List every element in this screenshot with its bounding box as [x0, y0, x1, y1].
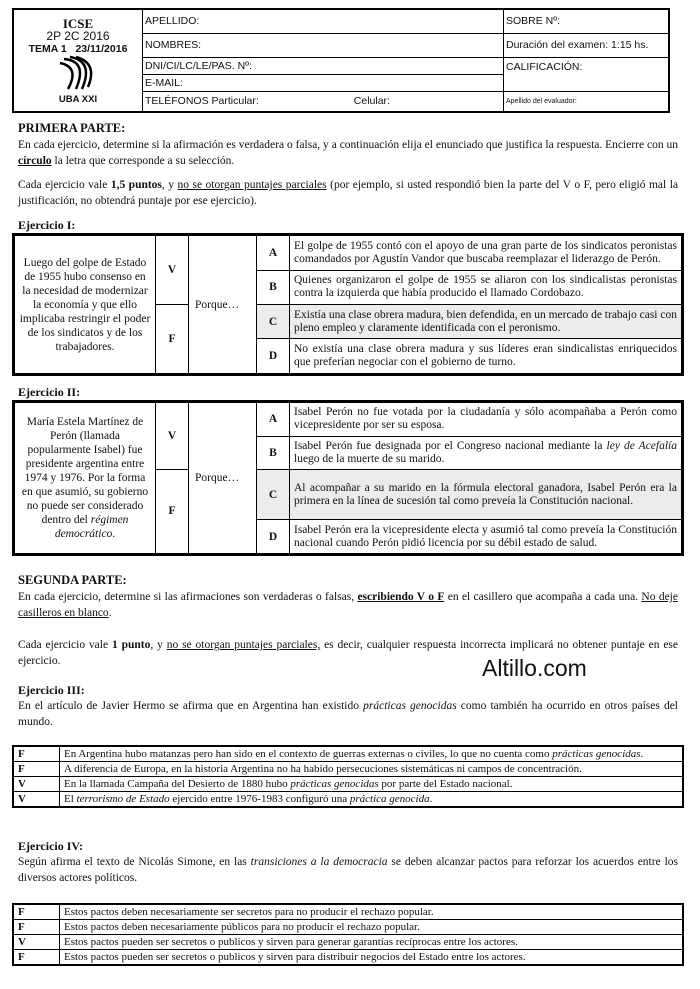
ej2-false-option[interactable]: F: [156, 469, 189, 554]
ej2-option-a: Isabel Perón no fue votada por la ciudadanía y sólo acompañaba a Perón como vicepresidente por ser su esposa.: [290, 402, 683, 437]
ej2-option-c: Al acompañar a su marido en la fórmula electoral ganadora, Isabel Perón era la primera en la línea de sucesión tal como preveía la Constitución nacional.: [290, 469, 683, 520]
email-field[interactable]: E-MAIL:: [143, 74, 504, 91]
answer-cell[interactable]: V: [13, 792, 60, 808]
duracion-label: Duración del examen: 1:15 hs.: [504, 33, 670, 57]
ej1-porque: Porque…: [189, 235, 257, 375]
ej3-intro: En el artículo de Javier Hermo se afirma que en Argentina han existido prácticas genocidas como también ha ocurrido en otros países del mundo.: [18, 700, 678, 728]
ej2-option-a-letter[interactable]: A: [257, 402, 290, 437]
ej2-option-c-letter[interactable]: C: [257, 469, 290, 520]
answer-cell[interactable]: V: [13, 777, 60, 792]
ej4-title: Ejercicio IV:: [18, 839, 83, 853]
table-row: [13, 950, 683, 966]
answer-cell[interactable]: F: [13, 762, 60, 777]
course-name: ICSE: [62, 15, 94, 31]
table-row: [13, 777, 683, 792]
ej4-table: [12, 903, 684, 966]
parte1-instructions: En cada ejercicio, determine si la afirmación es verdadera o falsa, y a continuación elija el enunciado que justifica la respuesta. Encierre con un círculo la letra que corresponde a su selección.: [18, 139, 678, 167]
table-row: [13, 935, 683, 950]
statement: En la llamada Campaña del Desierto de 1880 hubo prácticas genocidas por parte del Estado nacional.: [60, 777, 684, 792]
ej1-option-a-letter[interactable]: A: [257, 235, 290, 271]
statement: Estos pactos pueden ser secretos o publicos y sirven para distribuir negocios del Estado entre los actores.: [60, 950, 684, 966]
answer-cell[interactable]: F: [13, 920, 60, 935]
calificacion-field[interactable]: CALIFICACIÓN:: [504, 57, 670, 91]
dni-field[interactable]: DNI/CI/LC/LE/PAS. Nº:: [143, 57, 504, 74]
ej2-title: Ejercicio II:: [18, 385, 81, 399]
ej1-stem: Luego del golpe de Estado de 1955 hubo consenso en la necesidad de modernizar la economía y que ello implicaba restringir el poder de los sindicatos y de los trabajadores.: [14, 235, 156, 375]
watermark: Altillo.com: [482, 655, 587, 681]
table-row: [13, 746, 683, 762]
ej1-option-b-letter[interactable]: B: [257, 270, 290, 304]
statement: Estos pactos deben necesariamente ser secretos para no producir el rechazo popular.: [60, 904, 684, 920]
parte2-scoring: Cada ejercicio vale 1 punto, y no se otorgan puntajes parciales, es decir, cualquier respuesta incorrecta implicará no obtener puntaje en ese ejercicio.: [18, 639, 679, 667]
answer-cell[interactable]: F: [13, 746, 60, 762]
table-row: [13, 762, 683, 777]
ej1-false-option[interactable]: F: [156, 304, 189, 374]
parte2-title: SEGUNDA PARTE:: [18, 573, 127, 587]
exam-header: [12, 8, 670, 113]
ej2-option-b-letter[interactable]: B: [257, 436, 290, 469]
ej1-option-c: Existía una clase obrera madura, bien defendida, en un mercado de trabajo casi con pleno empleo y claramente identificada con el peronismo.: [290, 304, 683, 338]
statement: En Argentina hubo matanzas pero han sido en el contexto de guerras externas o civiles, lo que no cuenta como prácticas genocidas.: [60, 746, 684, 762]
answer-cell[interactable]: F: [13, 950, 60, 966]
ej1-true-option[interactable]: V: [156, 235, 189, 305]
parte1-title: PRIMERA PARTE:: [18, 121, 126, 135]
ej2-stem: María Estela Martínez de Perón (llamada popularmente Isabel) fue presidente argentina entre 1974 y 1976. Por la forma en que asumió, su gobierno no puede ser considerado dentro del régimen democrático.: [14, 402, 156, 555]
ej2-porque: Porque…: [189, 402, 257, 555]
ej2-table: [12, 400, 684, 556]
ej2-option-d: Isabel Perón era la vicepresidente electa y asumió tal como preveía la Constitución nacional cuando Perón pidió licencia por su débil estado de salud.: [290, 520, 683, 555]
parte2-instructions: En cada ejercicio, determine si las afirmaciones son verdaderas o falsas, escribiendo V o F en el casillero que acompaña a cada una. No deje casilleros en blanco.: [18, 591, 678, 619]
statement: El terrorismo de Estado ejercido entre 1976-1983 configuró una práctica genocida.: [60, 792, 684, 808]
ej1-table: [12, 233, 684, 376]
telefonos-label: TELÉFONOS Particular:: [145, 95, 259, 108]
ej1-title: Ejercicio I:: [18, 218, 76, 232]
exam-code: 2P 2C 2016: [46, 28, 110, 43]
evaluador-field[interactable]: Apellido del evaluador:: [504, 91, 670, 112]
nombres-field[interactable]: NOMBRES:: [143, 33, 504, 57]
ej2-option-b: Isabel Perón fue designada por el Congreso nacional mediante la ley de Acefalía luego de la muerte de su marido.: [290, 436, 683, 469]
table-row: [13, 920, 683, 935]
ej1-option-b: Quienes organizaron el golpe de 1955 se aliaron con los sindicalistas peronistas contra la izquierda que había producido el llamado Cordobazo.: [290, 270, 683, 304]
answer-cell[interactable]: F: [13, 904, 60, 920]
ej1-option-a: El golpe de 1955 contó con el apoyo de una gran parte de los sindicatos peronistas comandados por Agustín Vandor que buscaba reemplazar el liderazgo de Perón.: [290, 235, 683, 271]
sobre-field[interactable]: SOBRE Nº:: [504, 9, 670, 33]
uba-logo-icon: [58, 55, 98, 91]
statement: Estos pactos pueden ser secretos o publicos y sirven para generar garantías recíprocas entre los actores.: [60, 935, 684, 950]
uba-logo-text: UBA XXI: [58, 93, 98, 105]
ej2-true-option[interactable]: V: [156, 402, 189, 470]
ej1-option-d: No existía una clase obrera madura y sus líderes eran sindicalistas enriquecidos que preferían negociar con el gobierno de turno.: [290, 339, 683, 375]
statement: Estos pactos deben necesariamente públicos para no producir el rechazo popular.: [60, 920, 684, 935]
telefonos-field[interactable]: [143, 91, 504, 112]
ej3-title: Ejercicio III:: [18, 683, 85, 697]
logo-cell: [13, 9, 143, 112]
parte1-scoring: Cada ejercicio vale 1,5 puntos, y no se otorgan puntajes parciales (por ejemplo, si usted respondió bien la parte del V o F, pero eligió mal la justificación, no obtendrá puntaje por ese ejercicio).: [18, 179, 679, 207]
ej3-table: [12, 745, 684, 808]
apellido-field[interactable]: APELLIDO:: [143, 9, 504, 33]
ej4-intro: Según afirma el texto de Nicolás Simone, en las transiciones a la democracia se deben alcanzar pactos para reforzar los acuerdos entre los diversos actores políticos.: [18, 856, 678, 884]
tema-date: TEMA 1 23/11/2016: [28, 42, 128, 55]
ej1-option-d-letter[interactable]: D: [257, 339, 290, 375]
ej2-option-d-letter[interactable]: D: [257, 520, 290, 555]
statement: A diferencia de Europa, en la historia Argentina no ha habido persecuciones sistemáticas ni campos de concentración.: [60, 762, 684, 777]
answer-cell[interactable]: V: [13, 935, 60, 950]
ej1-option-c-letter[interactable]: C: [257, 304, 290, 338]
table-row: [13, 792, 683, 808]
table-row: [13, 904, 683, 920]
celular-label: Celular:: [353, 95, 390, 108]
